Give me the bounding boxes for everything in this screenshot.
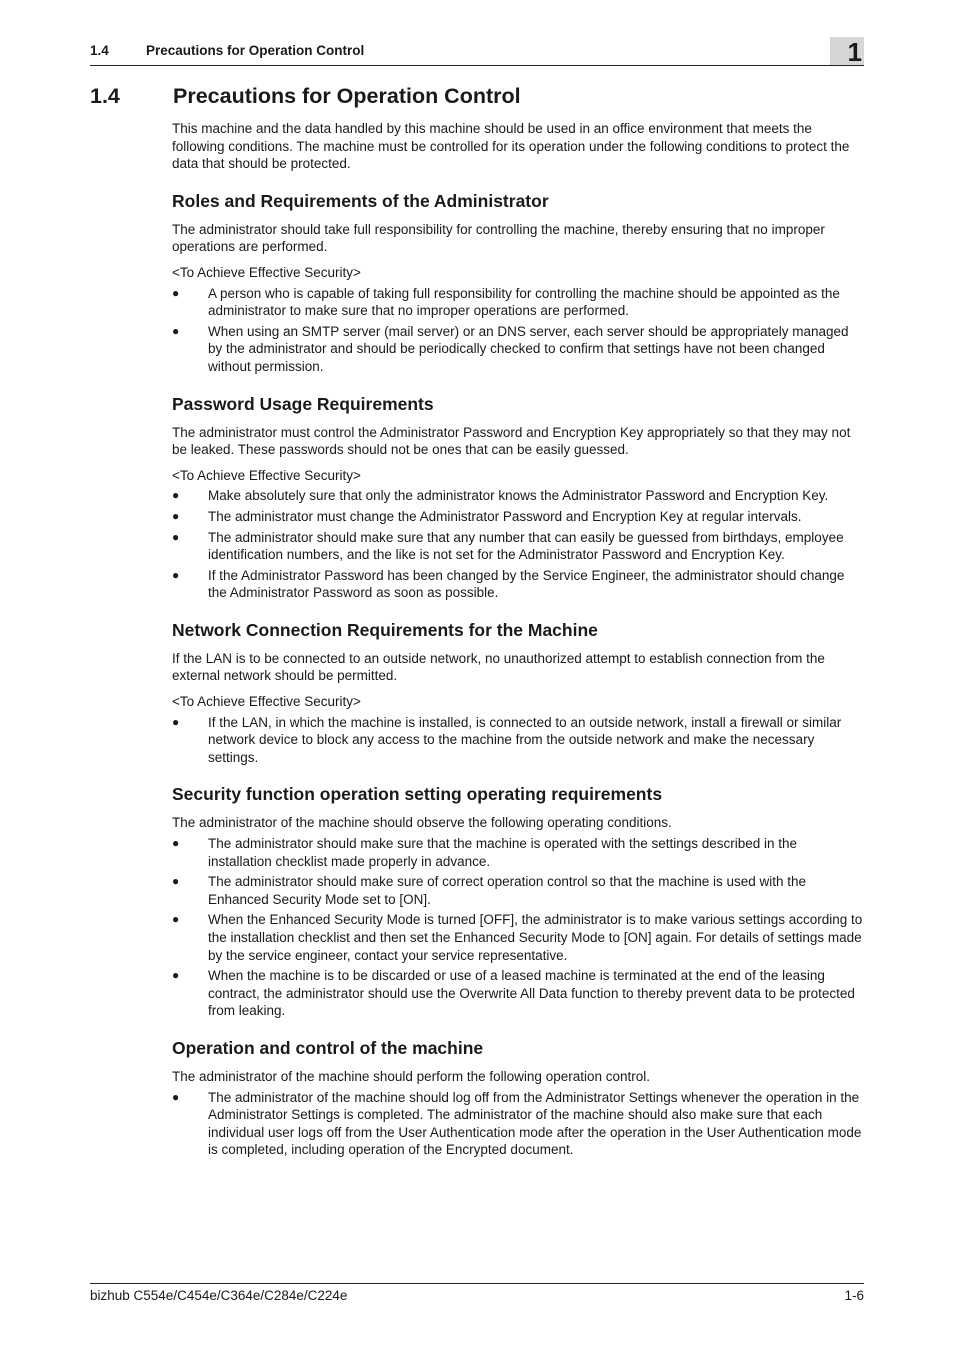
bullet-icon: ● [172,968,180,983]
list-item: ● The administrator of the machine should log off from the Administrator Settings whenever the operation in the Administrator Settings is completed. The administrator of the machine should also make sure that each individual user logs off from the User Authentication mode after the operation in the User Authentication mode is completed, including operation of the Encrypted document. [172,1089,862,1158]
section-body: If the LAN is to be connected to an outside network, no unauthorized attempt to establish connection from the external network should be permitted. [172,650,825,684]
chapter-tab: 1 [830,37,864,65]
section-heading: Security function operation setting operating requirements [172,784,663,805]
bullet-icon: ● [172,508,180,523]
list-item: ● Make absolutely sure that only the administrator knows the Administrator Password and Encryption Key. [172,488,829,504]
bullet-icon: ● [172,714,180,729]
bullet-icon: ● [172,285,180,300]
intro-paragraph: This machine and the data handled by this machine should be used in an office environment that meets the following conditions. The machine must be controlled for its operation under the following conditions to protect the data that should be protected. [172,121,850,172]
section-lead: The administrator of the machine should observe the following operating conditions. [172,815,672,831]
list-item: ● The administrator should make sure that the machine is operated with the settings described in the installation checklist made properly in advance. [172,836,798,869]
page-title [90,84,521,109]
bullet-list [172,285,864,376]
bullet-list [172,835,864,1020]
list-item: ● The administrator should make sure of correct operation control so that the machine is used with the Enhanced Security Mode set to [ON]. [172,874,807,907]
list-item: ● If the Administrator Password has been changed by the Service Engineer, the administrator should change the Administrator Password as soon as possible. [172,567,845,601]
running-header [90,37,864,67]
list-item: ● When the Enhanced Security Mode is turned [OFF], the administrator is to make various settings according to the installation checklist and then set the Enhanced Security Mode to [ON] again. For details of settings made by the service engineer, contact your service representative. [172,912,863,963]
list-item: ● The administrator should make sure that any number that can easily be guessed from birthdays, employee identification numbers, and the like is not set for the Administrator Password and Encryption Key. [172,529,844,563]
bullet-icon: ● [172,488,180,503]
section-heading: Operation and control of the machine [172,1037,484,1058]
header-section-number: 1.4 [90,43,109,58]
bullet-list [172,487,864,602]
list-item: ● The administrator must change the Administrator Password and Encryption Key at regular intervals. [172,508,802,524]
section-body: The administrator must control the Administrator Password and Encryption Key appropriately so that they may not be leaked. These passwords should not be ones that can be easily guessed. [172,424,851,458]
page-title-text: Precautions for Operation Control [173,84,521,108]
section-lead: The administrator of the machine should perform the following operation control. [172,1068,651,1084]
section-heading: Password Usage Requirements [172,393,434,414]
bullet-icon: ● [172,1089,180,1104]
section-lead: <To Achieve Effective Security> [172,467,361,483]
list-item: ● When the machine is to be discarded or use of a leased machine is terminated at the end of the leasing contract, the administrator should use the Overwrite All Data function to thereby prevent data to be protected from leaking. [172,968,855,1019]
bullet-icon: ● [172,529,180,544]
section-lead: <To Achieve Effective Security> [172,694,361,710]
section-body: The administrator should take full responsibility for controlling the machine, thereby ensuring that no improper operations are performed. [172,221,825,255]
bullet-list [172,1089,864,1159]
list-item: ● A person who is capable of taking full responsibility for controlling the machine should be appointed as the administrator to make sure that no improper operations are performed. [172,285,840,319]
bullet-icon: ● [172,836,180,851]
footer-page-number: 1-6 [844,1288,864,1303]
list-item: ● When using an SMTP server (mail server) or an DNS server, each server should be appropriately managed by the administrator and should be periodically checked to confirm that settings have not been changed without permission. [172,323,849,374]
bullet-icon: ● [172,912,180,927]
bullet-icon: ● [172,323,180,338]
bullet-icon: ● [172,567,180,582]
main-content [172,120,864,1162]
page-footer [90,1283,864,1313]
header-section-title: Precautions for Operation Control [146,43,365,58]
footer-product: bizhub C554e/C454e/C364e/C284e/C224e [90,1288,348,1303]
bullet-icon: ● [172,874,180,889]
section-lead: <To Achieve Effective Security> [172,264,361,280]
bullet-list [172,714,864,767]
section-heading: Roles and Requirements of the Administrator [172,190,549,211]
page-title-number: 1.4 [90,84,120,108]
section-heading: Network Connection Requirements for the Machine [172,619,598,640]
list-item: ● If the LAN, in which the machine is installed, is connected to an outside network, install a firewall or similar network device to block any access to the machine from the outside network and make the necessary settings. [172,714,842,765]
